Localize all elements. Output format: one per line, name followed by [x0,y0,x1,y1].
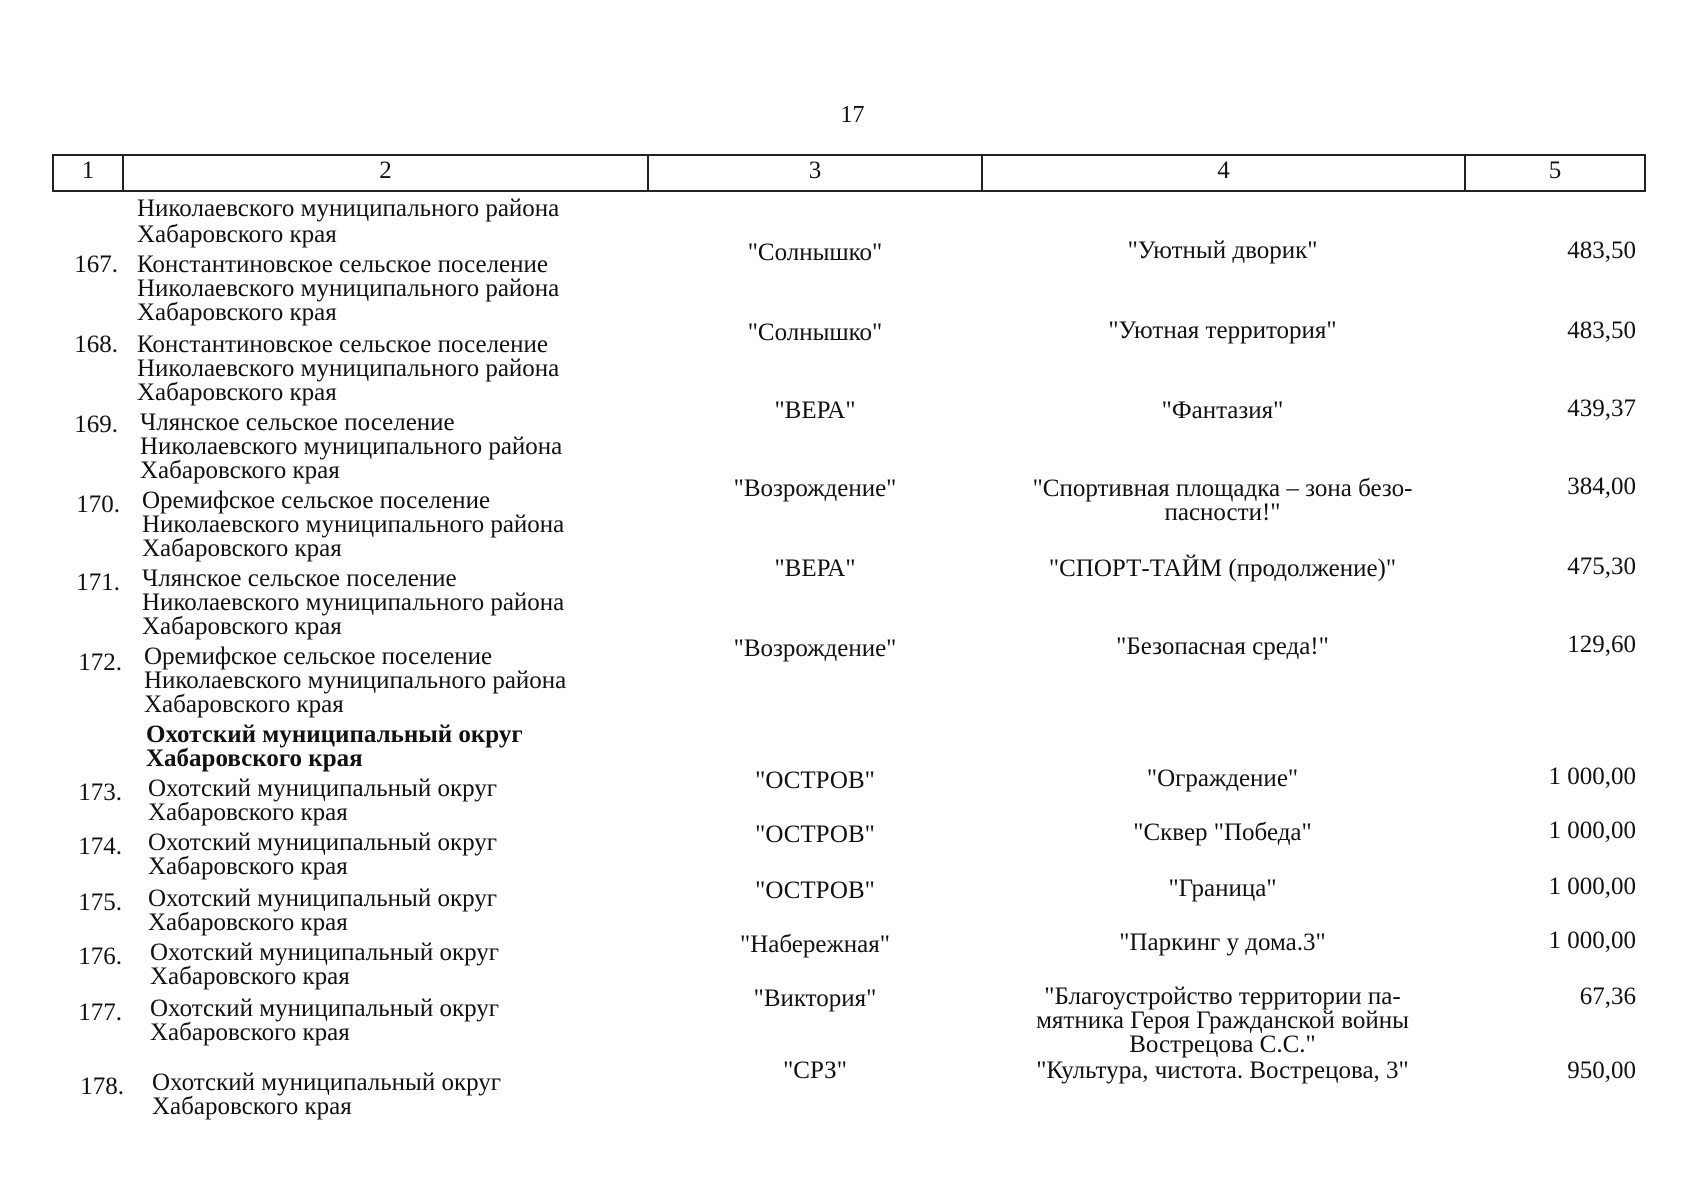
row-number: 167. [74,251,118,278]
row-number: 178. [80,1073,124,1100]
amount: 384,00 [1567,473,1636,500]
municipality-line: Хабаровского края [140,457,340,484]
municipality-line: Николаевского муниципального района [137,355,560,382]
table-header [52,154,1646,198]
row-number: 175. [78,889,122,916]
municipality-line: Николаевского муниципального района [142,589,565,616]
project-name: "Паркинг у дома.3" [1119,929,1326,956]
amount: 1 000,00 [1548,873,1636,900]
municipality-line: Николаевского муниципального района [144,667,567,694]
project-name: пасности!" [1164,499,1281,526]
amount: 483,50 [1567,317,1636,344]
project-name: "Уютный дворик" [1127,237,1318,264]
row-number: 177. [78,999,122,1026]
initiative-group: "Возрождение" [733,475,897,502]
header-col-3: 3 [647,154,983,192]
amount: 1 000,00 [1548,763,1636,790]
municipality-line: Николаевского муниципального района [140,433,563,460]
amount: 475,30 [1567,553,1636,580]
municipality-line: Хабаровского края [148,853,348,880]
initiative-group: "ОСТРОВ" [755,767,875,794]
project-name: "Граница" [1168,875,1277,902]
municipality-line: Хабаровского края [137,299,337,326]
initiative-group: "Возрождение" [733,635,897,662]
municipality-line: Оремифское сельское поселение [142,487,491,514]
project-name: "Спортивная площадка – зона безо- [1032,475,1413,502]
amount: 439,37 [1567,395,1636,422]
municipality-line: Хабаровского края [142,535,342,562]
project-name: "СПОРТ-ТАЙМ (продолжение)" [1048,555,1397,582]
row-number: 168. [74,331,118,358]
page-number: 17 [840,102,865,128]
project-name: "Благоустройство территории па- [1044,983,1401,1010]
municipality-line: Хабаровского края [144,691,344,718]
municipality-line: Хабаровского края [150,1019,350,1046]
municipality-line: Хабаровского края [150,963,350,990]
municipality-line: Хабаровского края [137,379,337,406]
row-number: 176. [78,943,122,970]
row-number: 169. [74,411,118,438]
municipality-line: Члянское сельское поселение [142,565,457,592]
municipality-line: Охотский муниципальный округ [148,775,498,802]
continuation-line: Николаевского муниципального района [137,195,560,222]
header-col-1: 1 [52,154,124,192]
header-col-5: 5 [1464,154,1646,192]
initiative-group: "Солнышко" [747,319,883,346]
municipality-line: Николаевского муниципального района [137,275,560,302]
amount: 1 000,00 [1548,817,1636,844]
project-name: "Фантазия" [1161,397,1284,424]
row-number: 172. [78,649,122,676]
municipality-line: Оремифское сельское поселение [144,643,493,670]
header-col-2: 2 [122,154,649,192]
header-col-4: 4 [981,154,1466,192]
municipality-line: Хабаровского края [152,1093,352,1120]
municipality-line: Охотский муниципальный округ [150,939,500,966]
municipality-line: Хабаровского края [148,909,348,936]
row-number: 170. [76,491,120,518]
municipality-line: Охотский муниципальный округ [152,1069,502,1096]
amount: 950,00 [1567,1057,1636,1084]
initiative-group: "ОСТРОВ" [755,821,875,848]
amount: 1 000,00 [1548,927,1636,954]
initiative-group: "СРЗ" [783,1057,847,1084]
municipality-line: Хабаровского края [142,613,342,640]
section-title: Хабаровского края [146,745,363,772]
continuation-line: Хабаровского края [137,221,337,248]
project-name: "Культура, чистота. Вострецова, 3" [1036,1057,1409,1084]
project-name: "Безопасная среда!" [1116,633,1329,660]
project-name: "Сквер "Победа" [1133,819,1312,846]
project-name: "Уютная территория" [1108,317,1337,344]
initiative-group: "Набережная" [740,931,890,958]
municipality-line: Члянское сельское поселение [140,409,455,436]
row-number: 173. [78,779,122,806]
municipality-line: Охотский муниципальный округ [148,829,498,856]
project-name: мятника Героя Гражданской войны [1036,1007,1409,1034]
initiative-group: "ВЕРА" [774,397,856,424]
initiative-group: "ОСТРОВ" [755,877,875,904]
project-name: "Ограждение" [1146,765,1299,792]
municipality-line: Константиновское сельское поселение [137,251,548,278]
row-number: 174. [78,833,122,860]
amount: 483,50 [1567,237,1636,264]
initiative-group: "Солнышко" [747,239,883,266]
initiative-group: "ВЕРА" [774,555,856,582]
row-number: 171. [76,569,120,596]
initiative-group: "Виктория" [753,985,877,1012]
municipality-line: Охотский муниципальный округ [148,885,498,912]
section-title: Охотский муниципальный округ [146,721,523,748]
municipality-line: Хабаровского края [148,799,348,826]
municipality-line: Константиновское сельское поселение [137,331,548,358]
project-name: Вострецова С.С." [1129,1031,1316,1058]
municipality-line: Николаевского муниципального района [142,511,565,538]
amount: 129,60 [1567,631,1636,658]
municipality-line: Охотский муниципальный округ [150,995,500,1022]
amount: 67,36 [1579,983,1636,1010]
